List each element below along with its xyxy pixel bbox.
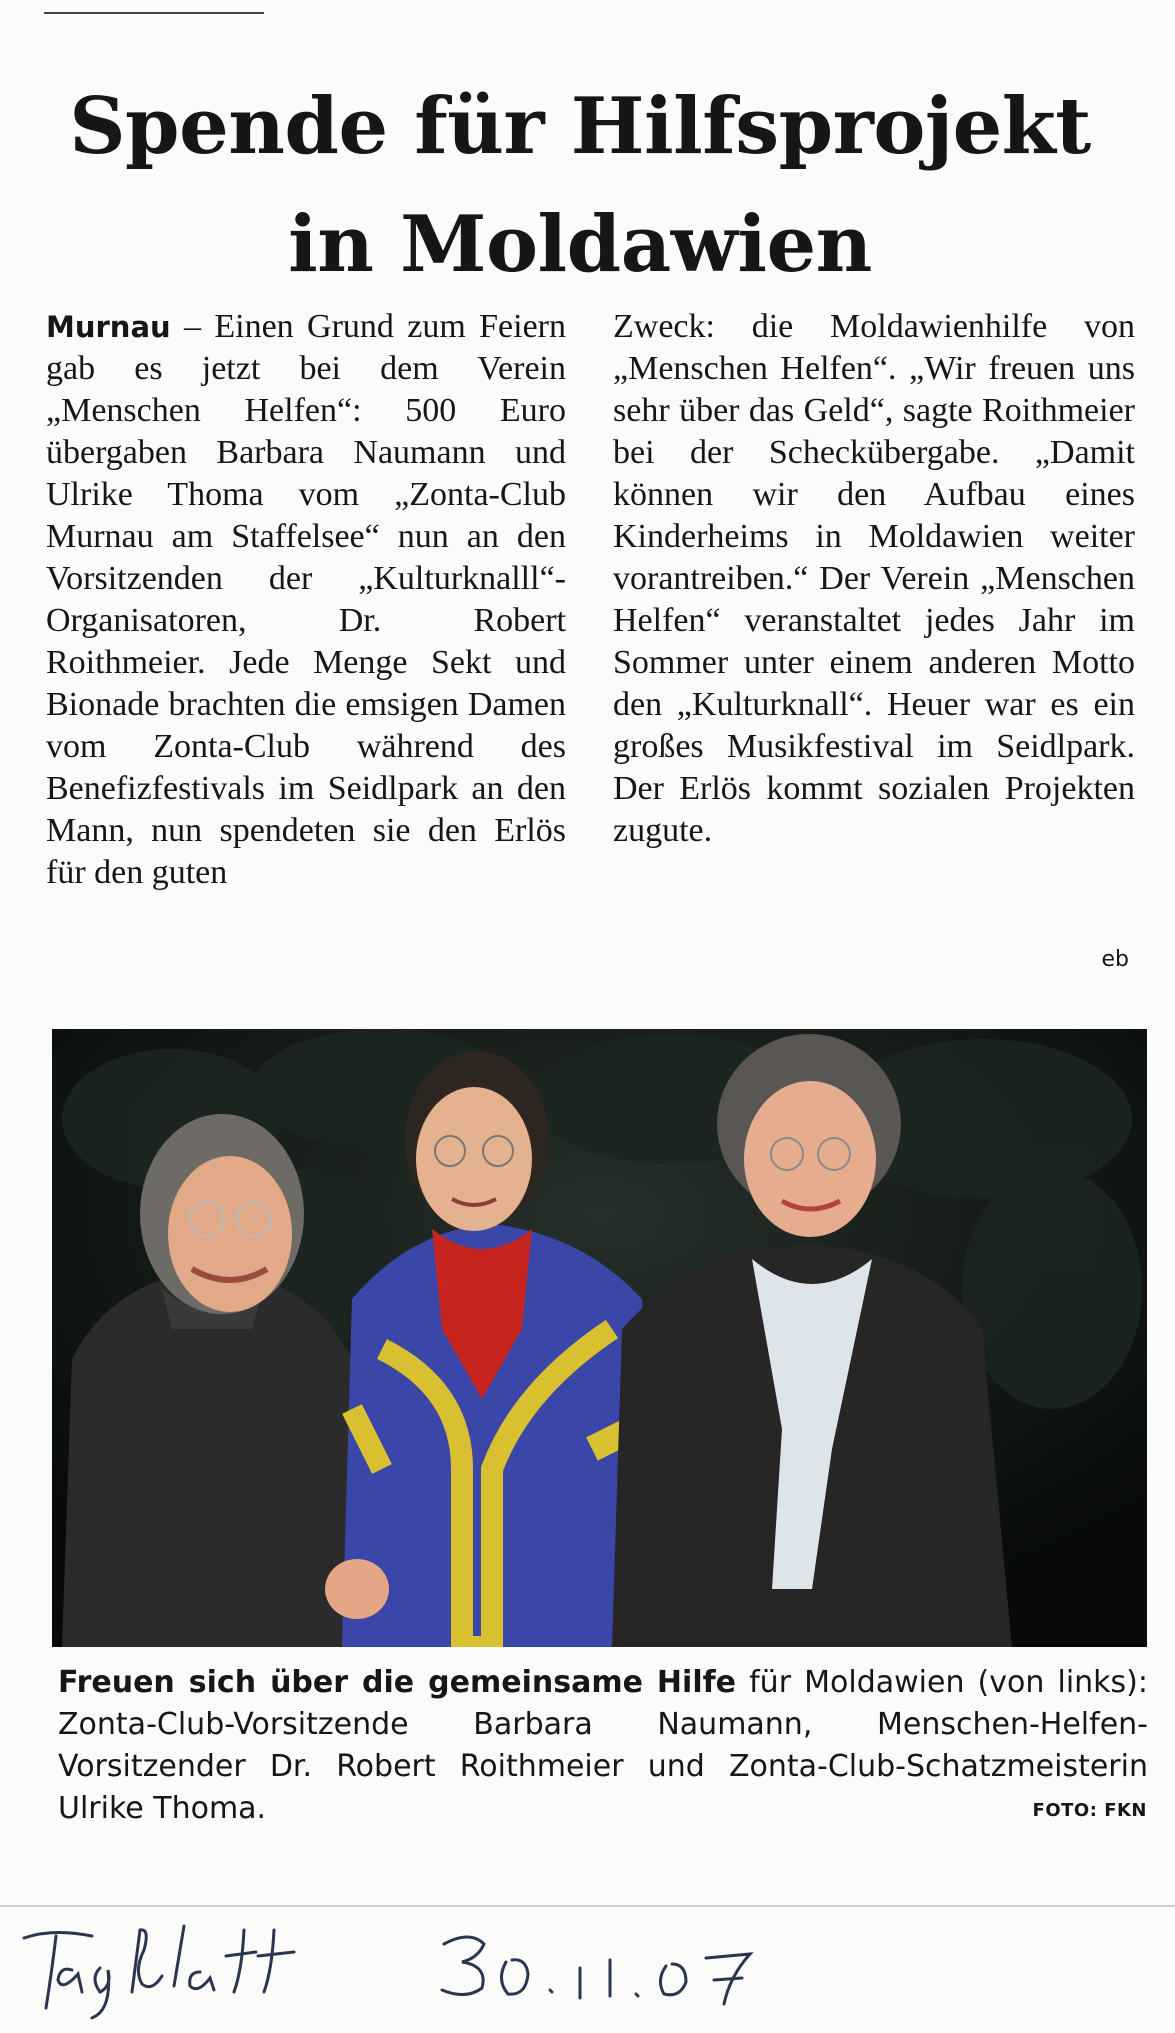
handwritten-newspaper-name xyxy=(12,1900,332,2020)
photo-caption xyxy=(58,1662,1148,1830)
handwritten-date xyxy=(430,1900,810,2020)
caption-lead: Freuen sich über die gemeinsame Hilfe xyxy=(58,1665,737,1700)
headline: Spende für Hilfsprojekt in Moldawien xyxy=(69,81,1091,290)
author-initials: eb xyxy=(1101,947,1129,972)
article-column-2: Zweck: die Moldawienhilfe von „Menschen Helfen“. „Wir freuen uns sehr über das Geld“, sagte Roithmeier bei der Scheckübergabe. „Damit können wir den Aufbau eines Kinderheims in Moldawien weiter vorantreiben.“ Der Verein „Menschen Helfen“ veranstaltet jedes Jahr im Sommer unter einem anderen Motto den „Kulturknall“. Heuer war es ein großes Musikfestival im Seidlpark. Der Erlös kommt sozialen Projekten zugute. xyxy=(613,308,1135,849)
top-rule xyxy=(44,12,264,14)
article-text-1: – Einen Grund zum Feiern gab es jetzt bei dem Verein „Menschen Helfen“: 500 Euro übergaben Barbara Naumann und Ulrike Thoma vom „Zonta-Club Murnau am Staffelsee“ nun an den Vorsitzenden der „Kulturknalll“-Organisatoren, Dr. Robert Roithmeier. Jede Menge Sekt und Bionade brachten die emsigen Damen vom Zonta-Club während des Benefizfestivals im Seidlpark an den Mann, nun spendeten sie den Erlös für den guten xyxy=(46,308,566,891)
article-column-1 xyxy=(46,306,566,894)
dateline: Murnau xyxy=(46,310,171,344)
photo-illustration xyxy=(52,1029,1147,1647)
news-photo xyxy=(52,1029,1147,1647)
caption-text: für Moldawien (von links): Zonta-Club-Vorsitzende Barbara Naumann, Menschen-Helfen-Vorsitzender Dr. Robert Roithmeier und Zonta-Club-Schatzmeisterin Ulrike Thoma. xyxy=(58,1665,1148,1826)
photo-credit: FOTO: FKN xyxy=(1032,1800,1147,1821)
handshake xyxy=(325,1559,389,1619)
